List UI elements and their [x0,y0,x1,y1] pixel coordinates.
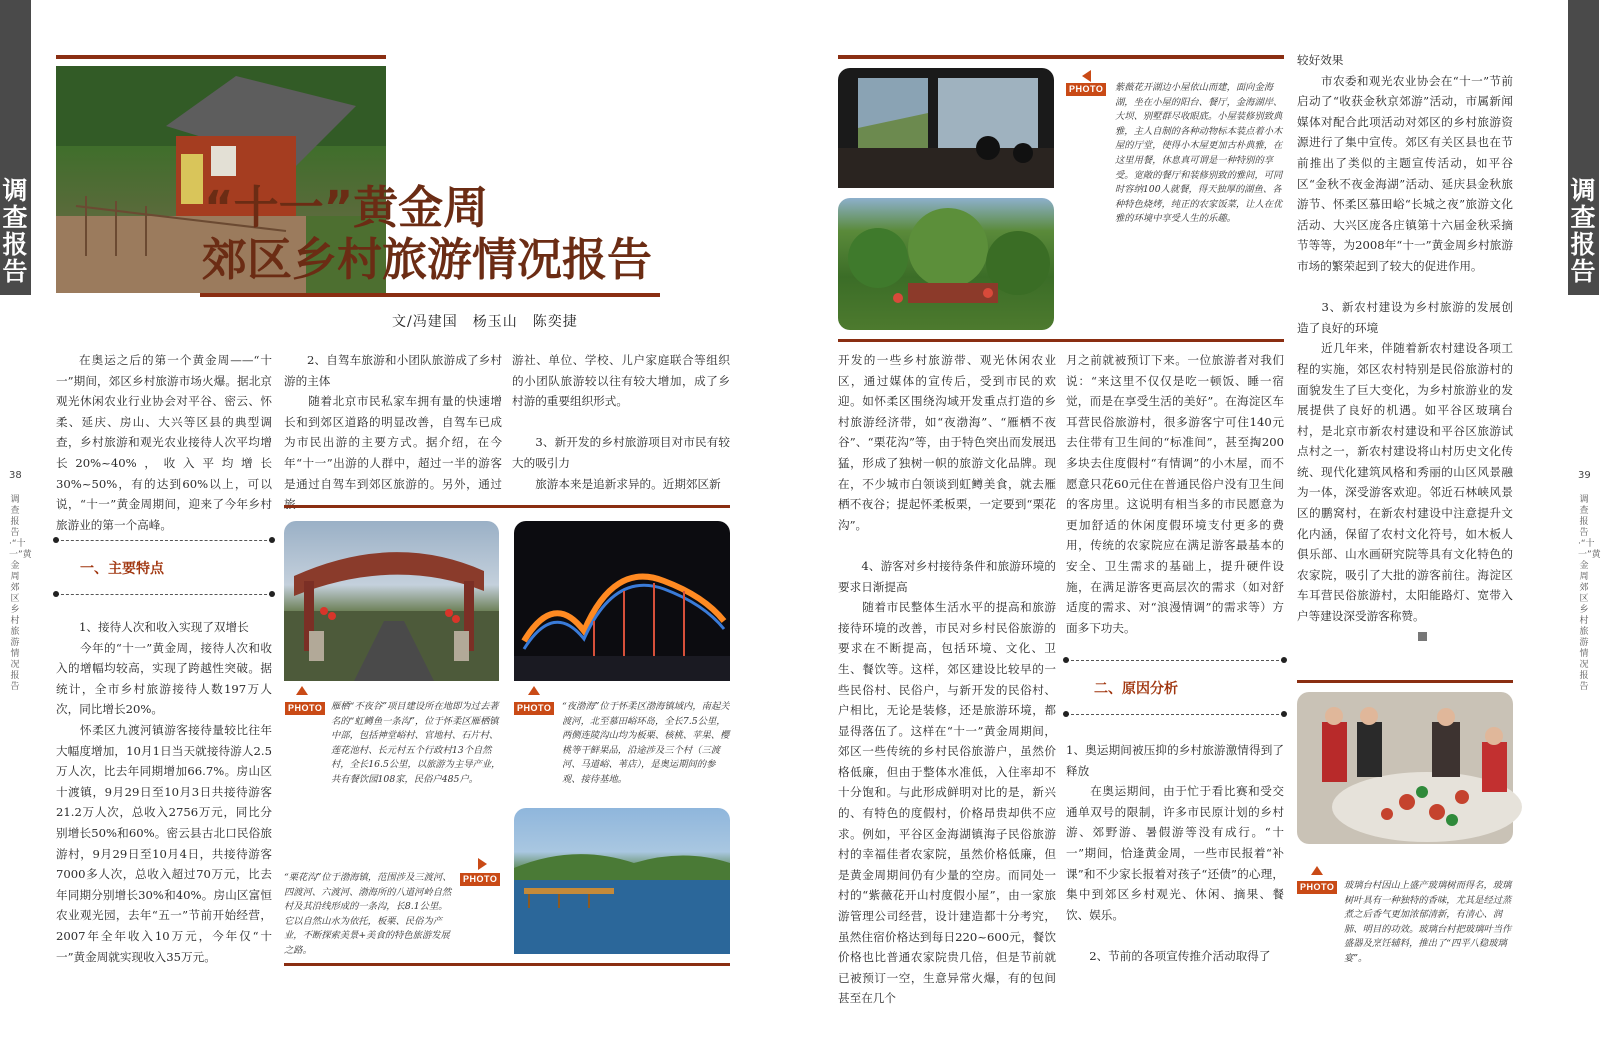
photo-tag: PHOTO [1066,83,1106,96]
byline: 文/冯建国 杨玉山 陈奕捷 [392,314,578,330]
end-mark [1418,632,1427,641]
divider-right-b [1066,714,1284,715]
photo-tag: PHOTO [460,873,500,886]
divider-dot [1281,657,1287,663]
gate-photo [284,521,499,681]
column-r2-top: 月之前就被预订下来。一位旅游者对我们说：“来这里不仅仅是吃一顿饭、睡一宿觉，而是在享受生活的美好”。在海淀区车耳营民俗旅游村，很多游客宁可住140元去住带有卫生间的“标准间”，甚至掏200多块去住度假村“有情调”的小木屋，而不愿意只花60元住在普通民俗户没有卫生间的客房里。这说明有相当多的市民愿意为更加舒适的休闲度假环境支付更多的费用，传统的农家院应在满足游客最基本的安全、卫生需求的基础上，提升硬件设施，在满足游客更高层次的需求（如对舒适度的需求、对“浪漫情调”的需求等）方面多下功夫。 [1066,353,1284,635]
left-section-label: 调查报告 [2,176,28,286]
caption-bridge: “夜渤海”位于怀柔区渤海镇域内，南起关渡河，北至慕田峪环岛，全长7.5公里，两侧连陵沟山均为板栗、核桃、苹果、樱桃等干鲜果品，沿途涉及三个村（三渡河、马道峪、苇店），是奥运期间的参观、接待基地。 [562,701,730,785]
photo-pointer [528,686,540,695]
divider-right-a [1066,660,1284,661]
divider-dot [53,537,59,543]
heading-cause-analysis: 二、原因分析 [1094,681,1178,697]
photo-tag: PHOTO [285,702,325,715]
photo-pointer [1082,70,1091,82]
column-r1: 开发的一些乡村旅游带、观光休闲农业区，通过媒体的宣传后，受到市民的欢迎。如怀柔区围绕沟域开发重点打造的乡村旅游经济带，如“夜渤海”、“雁栖不夜谷”、“栗花沟”等，由于特色突出而发展迅猛，形成了独树一帜的旅游文化品牌。现在，不少城市白领谈到虹鳟美食，就去雁栖不夜谷；提起怀柔板栗，一定要到“栗花沟”。 4、游客对乡村接待条件和旅游环境的要求日渐提高 随着市民整体生活水平的提高和旅游接待环境的改善，市民对乡村民俗旅游的要求在不断提高，包括环境、文化、卫生、餐饮等。这样，郊区建设比较早的一些民俗村、民俗户，与新开发的民俗村、户相比，无论是装修，还是旅游环境，都显得落伍了。这样在“十一”黄金周期间，郊区一些传统的乡村民俗旅游户，虽然价格低廉，但由于整体水准低，入住率却不十分饱和。与此形成鲜明对比的是，新兴的、有特色的度假村，价格昂贵却供不应求。例如，平谷区金海湖镇海子民俗旅游村的幸福佳者农家院，虽然价格低廉，但是黄金周期间仍有少量的空房。而同处一村的“紫薇花开山村度假小屋”，由一家旅游管理公司经营，设计建造都十分考究，虽然住宿价格达到每日220~600元，餐饮价格也比普通农家院贵几倍，但是节前就已被预订一空，生意异常火爆，有的包间甚至在几个 [838,353,1056,1006]
heading-main-features: 一、主要特点 [80,561,164,577]
garden-photo [838,198,1054,330]
intro-column: 在奥运之后的第一个黄金周——“十一”期间，郊区乡村旅游市场火爆。据北京观光休闲农业行业协会对平谷、密云、怀柔、延庆、房山、大兴等区县的典型调查，乡村旅游和观光农业接待人次平均增长20%~40%，收入平均增长30%~50%，有的达到60%以上，可以说，“十一”黄金周期间，迎来了今年乡村旅游业的第一个高峰。 [56,353,272,532]
column-r2-bottom: 1、奥运期间被压抑的乡村旅游激情得到了释放 在奥运期间，由于忙于看比赛和受交通单双号的限制，许多市民原计划的乡村游、郊野游、暑假游等没有成行。“十一”期间，恰逢黄金周，一些市民报着“补课”和不少家长报着对孩子“还债”的心理，集中到郊区乡村观光、休闲、摘果、餐饮、娱乐。 2、节前的各项宣传推介活动取得了 [1066,743,1284,963]
divider-dot [269,591,275,597]
page-number-left: 38 [9,470,22,481]
dinner-rule [1297,680,1513,683]
divider-left-a [56,540,272,541]
divider-dot [1063,711,1069,717]
running-head-right: 调查报告·“十一”黄金周郊区乡村旅游情况报告 [1578,495,1601,692]
title-underline [200,293,660,297]
dinner-photo [1297,692,1513,844]
page-number-right: 39 [1578,470,1591,481]
lake-photo [514,808,730,954]
bottom-rule-left [284,963,730,966]
column-b: 2、自驾车旅游和小团队旅游成了乡村游的主体 随着北京市民私家车拥有量的快速增长和到郊区道路的明显改善，自驾车已成为市民出游的主要方式。据介绍，在今年“十一”出游的人群中，超过一半的游客是通过自驾车到郊区旅游的。另外，通过 [284,353,502,491]
mid-rule-right [838,339,1284,342]
column-r3: 较好效果 市农委和观光农业协会在“十一”节前启动了“收获金秋京郊游”活动，市属新闻媒体对配合此项活动对郊区的乡村旅游资源进行了集中宣传。郊区有关区县也在节前推出了类似的主题宣传活动，如平谷区“金秋不夜金海湖”活动、延庆县金秋旅游节、怀柔区慕田峪“长城之夜”旅游文化活动、大兴区庞各庄镇第十六届金秋采摘节等等，为2008年“十一”黄金周乡村旅游市场的繁荣起到了较大的促进作用。 3、新农村建设为乡村旅游的发展创造了良好的环境 近几年来，伴随着新农村建设各项工程的实施，郊区农村特别是民俗旅游村的面貌发生了巨大变化，为乡村旅游业的发展提供了良好的机遇。如平谷区玻璃台村，是北京市新农村建设和平谷区旅游试点村之一，新农村建设将山村历史文化传统、现代化建筑风格和秀丽的山区风景融为一体，深受游客欢迎。邻近石林峡风景区的鹏窝村，在新农村建设中注意提升文化内涵，保留了农村文化符号，如木板人俱乐部、山水画研究院等具有文化特色的农家院，吸引了大批的游客前往。海淀区车耳营民俗旅游村，太阳能路灯、宽带入户等建设深受游客称赞。 [1297,53,1513,624]
divider-dot [53,591,59,597]
column-c: 游社、单位、学校、儿户家庭联合等组织的小团队旅游较以往有较大增加，成了乡村游的重要组织形式。 3、新开发的乡村旅游项目对市民有较大的吸引力 旅游本来是追新求异的。近期郊区新 [512,353,730,491]
divider-dot [1063,657,1069,663]
divider-left-b [56,594,272,595]
mid-rule-left [284,505,730,508]
photo-tag: PHOTO [1297,881,1337,894]
photo-pointer [478,858,487,870]
top-rule-left [56,55,386,59]
right-section-label: 调查报告 [1570,176,1596,286]
top-rule-right [838,55,1284,59]
caption-lake: “栗花沟”位于渤海镇，范围涉及三渡河、四渡河、六渡河、渤海所的八道河岭自然村及其沿线形成的一条沟，长8.1公里。它以自然山水为依托，板栗、民俗为产业，不断探索美景+美食的特色旅游发展之路。 [284,872,452,956]
title-line-1: “十一”黄金周 [204,181,489,234]
divider-dot [1281,711,1287,717]
caption-gate: 雁栖“不夜谷”项目建设所在地即为过去著名的“虹鳟鱼一条沟”，位于怀柔区雁栖镇中部，包括神堂峪村、官地村、石片村、莲花池村、长元村五个行政村13个自然村，全长16.5公里，以旅游为主导产业，共有餐饮园108家，民俗户485户。 [331,701,501,785]
photo-pointer [296,686,308,695]
title-line-2: 郊区乡村旅游情况报告 [202,233,653,286]
divider-dot [269,537,275,543]
column-a-body: 1、接待人次和收入实现了双增长 今年的“十一”黄金周，接待人次和收入的增幅均较高，实现了跨越性突破。据统计，全市乡村旅游接待人数197万人次，同比增长20%。 怀柔区九渡河镇游客接待量较比往年大幅度增加，10月1日当天就接待游人2.5万人次，比去年同期增加66.7%。房山区十渡镇，9月29日至10月3日共接待游客21.2万人次，总收入2756万元，同比分别增长50%和60%。密云县古北口民俗旅游村，9月29日至10月4日，共接待游客7000多人次，总收入超过70万元，比去年同期分别增长30%和40%。房山区富恒农业观光园，去年“五一”节前开始经营，2007年全年收入10万元，今年仅“十一”黄金周就实现收入35万元。 [56,620,272,964]
caption-cabin: 紫薇花开湖边小屋依山而建，面向金海湖，坐在小屋的阳台、餐厅，金海湖岸、大坝、别墅群尽收眼底。小屋装修别致典雅，主人自制的各种动物标本装点着小木屋的厅堂，使得小木屋更加古朴典雅，在这里用餐，休息真可谓是一种特别的享受。宽敞的餐厅和装修别致的雅间，可同时容纳100人就餐，得天独厚的湖鱼、各种特色烧烤，纯正的农家饭菜，让人在优雅的环境中享受人生的乐趣。 [1115,82,1283,225]
running-head-left: 调查报告·“十一”黄金周郊区乡村旅游情况报告 [9,495,32,692]
article-title [202,182,682,286]
bridge-photo [514,521,730,681]
photo-pointer [1311,866,1323,875]
photo-tag: PHOTO [514,702,554,715]
caption-dinner: 玻璃台村因山上盛产玻璃树而得名，玻璃树叶具有一种独特的香味，尤其是经过蒸煮之后香气更加浓郁清新，有清心、润肺、明目的功效。玻璃台村把玻璃叶当作盛器及烹饪辅料，推出了“四平八稳玻璃宴”。 [1344,880,1512,964]
cabin-interior-photo [838,68,1054,188]
